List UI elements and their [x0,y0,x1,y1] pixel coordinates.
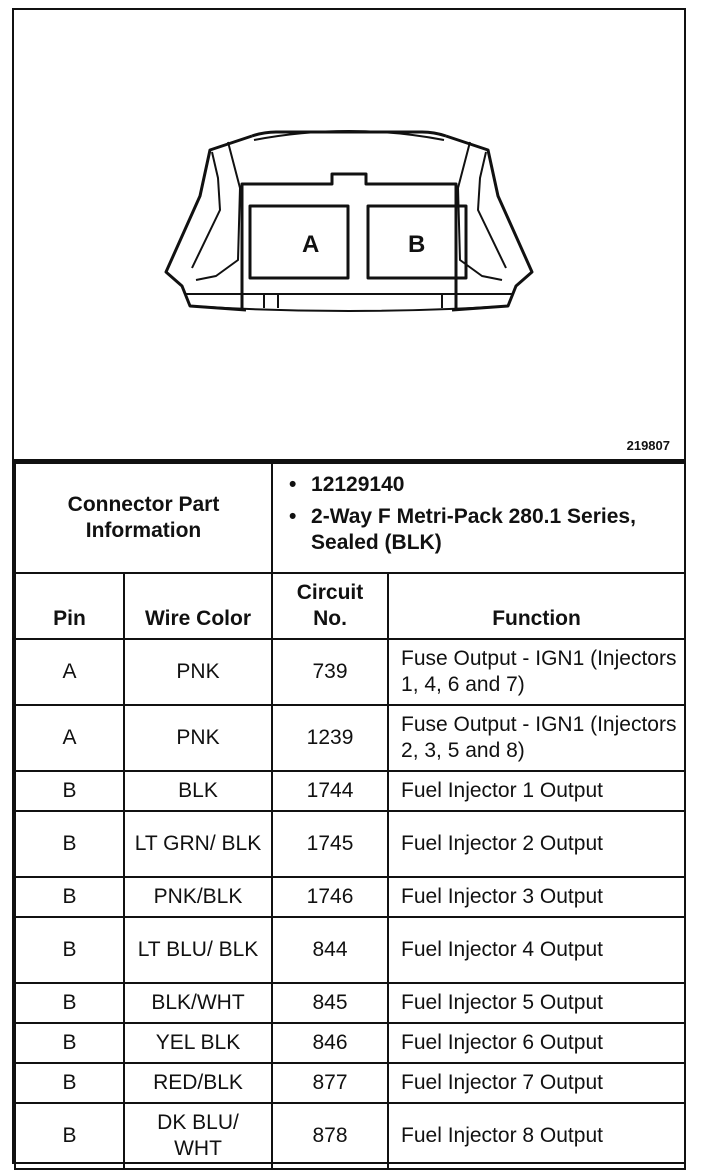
cell-function: Fuel Injector 4 Output [388,917,685,983]
cell-circuit: 877 [272,1063,388,1103]
cell-pin: B [15,917,124,983]
cell-pin: B [15,1063,124,1103]
cell-pin: B [15,877,124,917]
cell-function: Fuel Injector 1 Output [388,771,685,811]
cell-pin: A [15,639,124,705]
table-row [15,1103,685,1169]
table-row [15,1063,685,1103]
header-function: Function [388,573,685,639]
connector-info-label: Connector Part Information [15,463,272,573]
pin-b-label: B [408,231,426,258]
header-circuit: Circuit No. [272,573,388,639]
table-row [15,983,685,1023]
cell-pin: B [15,983,124,1023]
cell-wire-color: LT GRN/ BLK [124,811,272,877]
cell-function: Fuel Injector 5 Output [388,983,685,1023]
cell-pin: A [15,705,124,771]
cell-pin: B [15,811,124,877]
cell-function: Fuel Injector 7 Output [388,1063,685,1103]
cell-wire-color: DK BLU/ WHT [124,1103,272,1169]
header-pin: Pin [15,573,124,639]
table-row [15,811,685,877]
cell-circuit: 846 [272,1023,388,1063]
pinout-table [14,462,686,1170]
table-row [15,877,685,917]
cell-wire-color: PNK [124,639,272,705]
cell-circuit: 845 [272,983,388,1023]
table-body [15,639,685,1169]
cell-circuit: 1239 [272,705,388,771]
cell-pin: B [15,1103,124,1169]
cell-circuit: 878 [272,1103,388,1169]
connector-info-row [15,463,685,573]
cell-pin: B [15,771,124,811]
cell-wire-color: YEL BLK [124,1023,272,1063]
cell-wire-color: LT BLU/ BLK [124,917,272,983]
cell-function: Fuel Injector 8 Output [388,1103,685,1169]
cell-circuit: 844 [272,917,388,983]
header-row [15,573,685,639]
cell-circuit: 1744 [272,771,388,811]
connector-diagram [14,10,684,462]
cell-function: Fuel Injector 2 Output [388,811,685,877]
cell-circuit: 1746 [272,877,388,917]
table-row [15,705,685,771]
connector-description: • 2-Way F Metri-Pack 280.1 Series, Sealed (BLK) [311,504,674,556]
cell-circuit: 1745 [272,811,388,877]
cell-function: Fuel Injector 3 Output [388,877,685,917]
table-row [15,639,685,705]
part-number: • 12129140 [311,472,674,498]
table-row [15,771,685,811]
cell-wire-color: PNK [124,705,272,771]
cell-function: Fuse Output - IGN1 (Injectors 1, 4, 6 and 7) [388,639,685,705]
cell-function: Fuse Output - IGN1 (Injectors 2, 3, 5 and 8) [388,705,685,771]
table-row [15,917,685,983]
cell-wire-color: RED/BLK [124,1063,272,1103]
cell-wire-color: BLK/WHT [124,983,272,1023]
pin-a-cavity [250,206,348,278]
table-row [15,1023,685,1063]
connector-drawing [14,10,684,460]
header-wire-color: Wire Color [124,573,272,639]
cell-pin: B [15,1023,124,1063]
connector-info-list [272,463,685,573]
cell-wire-color: BLK [124,771,272,811]
pin-a-label: A [302,231,320,258]
cell-function: Fuel Injector 6 Output [388,1023,685,1063]
cell-wire-color: PNK/BLK [124,877,272,917]
figure-id: 219807 [626,438,670,453]
document-frame [12,8,686,1164]
cell-circuit: 739 [272,639,388,705]
